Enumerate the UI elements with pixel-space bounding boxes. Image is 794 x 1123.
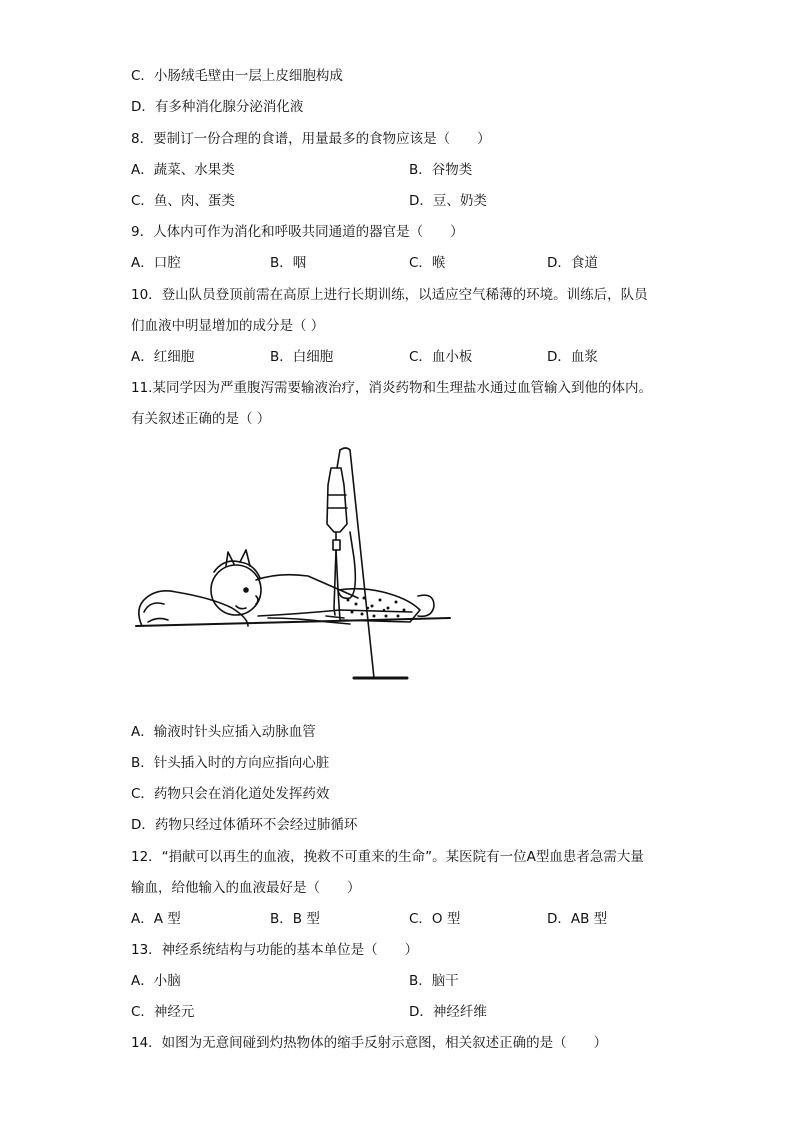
question-8-stem: 8．要制订一份合理的食谱，用量最多的食物应该是（ ）: [131, 131, 491, 147]
q9-option-a: A．口腔: [131, 255, 181, 271]
question-11-stem: 11.某同学因为严重腹泻需要输液治疗，消炎药物和生理盐水通过血管输入到他的体内。: [131, 380, 652, 396]
q9-option-d: D．食道: [547, 255, 598, 271]
q8-option-a: A．蔬菜、水果类: [131, 162, 235, 178]
q11-option-d: D．药物只经过体循环不会经过肺循环: [131, 817, 358, 833]
q11-option-b: B．针头插入时的方向应指向心脏: [131, 755, 330, 771]
iv-infusion-illustration: [128, 440, 458, 688]
q8-option-c: C．鱼、肉、蛋类: [131, 193, 235, 209]
question-9-stem: 9．人体内可作为消化和呼吸共同通道的器官是（ ）: [131, 224, 464, 240]
question-10-stem: 10．登山队员登顶前需在高原上进行长期训练，以适应空气稀薄的环境。训练后，队员: [131, 287, 648, 303]
q10-option-c: C．血小板: [409, 349, 473, 365]
q8-option-b: B．谷物类: [409, 162, 473, 178]
option-line: D．有多种消化腺分泌消化液: [131, 99, 304, 115]
question-12-stem-cont: 输血，给他输入的血液最好是（ ）: [131, 880, 361, 896]
q12-option-a: A．A 型: [131, 911, 181, 927]
q9-option-c: C．喉: [409, 255, 446, 271]
question-11-stem-cont: 有关叙述正确的是（ ）: [131, 411, 271, 427]
question-10-stem-cont: 们血液中明显增加的成分是（ ）: [131, 318, 325, 334]
q10-option-d: D．血浆: [547, 349, 598, 365]
q11-option-c: C．药物只会在消化道处发挥药效: [131, 786, 330, 802]
q12-option-c: C．O 型: [409, 911, 461, 927]
q9-option-b: B．咽: [270, 255, 307, 271]
q10-option-a: A．红细胞: [131, 349, 195, 365]
question-13-stem: 13．神经系统结构与功能的基本单位是（ ）: [131, 942, 419, 958]
q11-option-a: A．输液时针头应插入动脉血管: [131, 724, 316, 740]
q13-option-a: A．小脑: [131, 973, 181, 989]
q13-option-c: C．神经元: [131, 1004, 195, 1020]
q10-option-b: B．白细胞: [270, 349, 334, 365]
q8-option-d: D．豆、奶类: [409, 193, 487, 209]
question-12-stem: 12．“捐献可以再生的血液，挽救不可重来的生命”。某医院有一位A型血患者急需大量: [131, 849, 644, 865]
question-14-stem: 14．如图为无意间碰到灼热物体的缩手反射示意图，相关叙述正确的是（ ）: [131, 1035, 608, 1051]
q12-option-b: B．B 型: [270, 911, 320, 927]
q12-option-d: D．AB 型: [547, 911, 608, 927]
q13-option-d: D．神经纤维: [409, 1004, 487, 1020]
option-line: C．小肠绒毛壁由一层上皮细胞构成: [131, 68, 343, 84]
q13-option-b: B．脑干: [409, 973, 459, 989]
